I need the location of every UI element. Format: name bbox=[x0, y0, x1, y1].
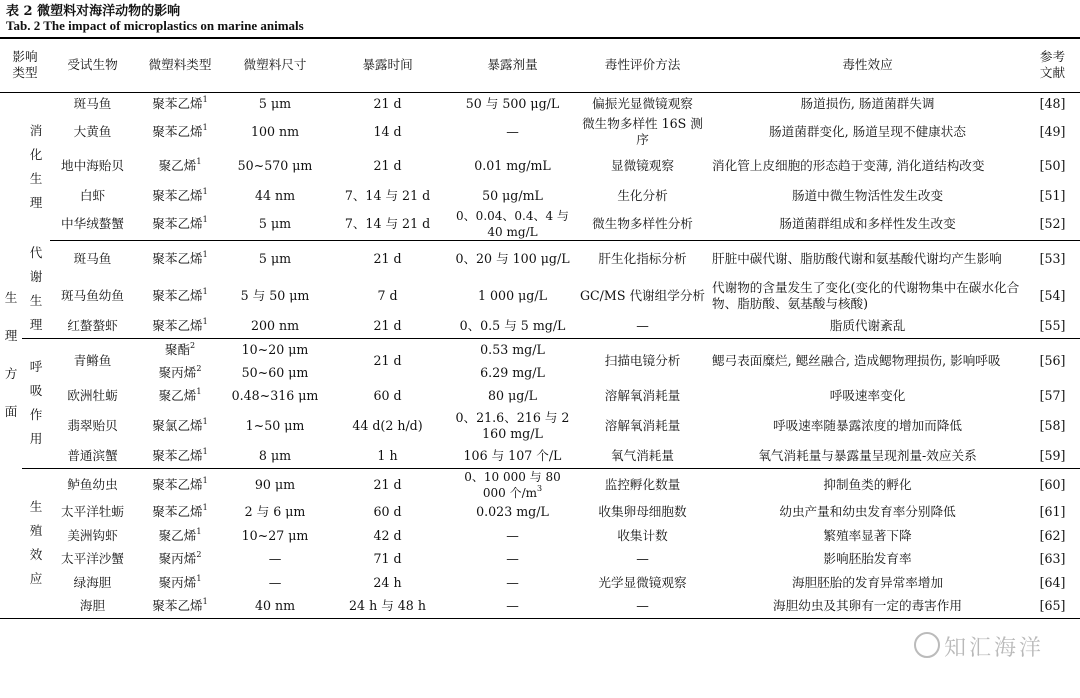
mp-size-cell: 50~570 μm bbox=[237, 158, 313, 173]
table-row bbox=[0, 384, 1080, 408]
organism-cell: 青鳉鱼 bbox=[73, 353, 112, 369]
mp-type-cell: 聚苯乙烯$^1$ bbox=[135, 445, 225, 469]
table-row bbox=[0, 241, 1080, 278]
organism-cell: 鲈鱼幼虫 bbox=[67, 476, 118, 492]
dose-cell: 80 μg/L bbox=[488, 387, 537, 403]
mp-type-cell: 聚苯乙烯$^1$ bbox=[152, 95, 208, 111]
effect-cell: 代谢物的含量发生了变化(变化的代谢物集中在碳水化合物、脂肪酸、氨基酸与核酸) bbox=[712, 280, 1020, 311]
reference-cell: [48] bbox=[1039, 96, 1066, 111]
table-row bbox=[0, 501, 1080, 525]
time-cell: 60 d bbox=[373, 387, 402, 403]
effect-cell: 肠道损伤, 肠道菌群失调 bbox=[800, 96, 935, 111]
mp-size-cell: 5 与 50 μm bbox=[240, 288, 310, 303]
reference-cell: [52] bbox=[1025, 208, 1080, 241]
time-cell: 7、14 与 21 d bbox=[344, 188, 431, 204]
time-cell: 71 d bbox=[373, 551, 402, 567]
time-cell: 24 h 与 48 h bbox=[325, 595, 450, 619]
dose-cell: 0、21.6、216 与 2 160 mg/L bbox=[455, 410, 570, 441]
mp-type-cell: 聚乙烯$^1$ bbox=[158, 157, 202, 173]
table-row bbox=[0, 148, 1080, 185]
header-mp-type: 微塑料类型 bbox=[148, 57, 212, 73]
microplastics-impact-table bbox=[0, 37, 1080, 619]
group-metabolism: 代谢生理 bbox=[22, 241, 50, 339]
table-row bbox=[0, 571, 1080, 595]
reference-cell: [60] bbox=[1039, 476, 1066, 492]
table-row bbox=[0, 338, 1080, 361]
effect-cell: 肠道菌群组成和多样性发生改变 bbox=[710, 208, 1025, 241]
watermark: 知汇海洋 bbox=[914, 631, 1080, 671]
mp-type-cell: 聚苯乙烯$^1$ bbox=[152, 187, 208, 204]
mp-size-cell: 40 nm bbox=[225, 595, 325, 619]
mp-type-cell: 聚酯$^2$ bbox=[164, 340, 196, 357]
time-cell: 21 d bbox=[325, 315, 450, 339]
effect-cell: 肝脏中碳代谢、脂肪酸代谢和氨基酸代谢均产生影响 bbox=[712, 251, 1002, 267]
effect-cell: 抑制鱼类的孵化 bbox=[823, 476, 912, 492]
mp-type-cell: 聚丙烯$^1$ bbox=[158, 573, 202, 590]
time-cell: 21 d bbox=[373, 476, 402, 492]
mp-size-cell: 5 μm bbox=[258, 96, 292, 111]
reference-cell: [53] bbox=[1039, 251, 1066, 267]
time-cell: 44 d(2 h/d) bbox=[352, 418, 423, 433]
mp-type-cell: 聚苯乙烯$^1$ bbox=[152, 287, 208, 303]
effect-cell: 肠道中微生物活性发生改变 bbox=[791, 188, 944, 204]
effect-cell: 脂质代谢紊乱 bbox=[710, 315, 1025, 339]
method-cell: 显微镜观察 bbox=[611, 158, 674, 173]
method-cell: — bbox=[575, 315, 710, 339]
time-cell: 21 d bbox=[373, 96, 402, 111]
time-cell: 42 d bbox=[373, 527, 402, 543]
time-cell: 21 d bbox=[373, 251, 402, 267]
mp-type-cell: 聚丙烯$^2$ bbox=[158, 363, 202, 380]
category-physiology: 生理方面 bbox=[0, 92, 22, 618]
table-row bbox=[0, 278, 1080, 315]
reference-cell: [61] bbox=[1039, 504, 1066, 520]
chat-bubble-icon bbox=[914, 632, 940, 658]
dose-cell: — bbox=[506, 574, 519, 590]
effect-cell: 幼虫产量和幼虫发育率分别降低 bbox=[779, 504, 956, 520]
table-caption-en: Tab. 2 The impact of microplastics on marine animals bbox=[6, 18, 304, 33]
reference-cell: [58] bbox=[1039, 418, 1066, 433]
method-cell: 光学显微镜观察 bbox=[598, 574, 687, 590]
dose-cell: — bbox=[506, 123, 519, 139]
dose-cell: 6.29 mg/L bbox=[480, 364, 545, 380]
mp-type-cell: 聚苯乙烯$^1$ bbox=[152, 475, 208, 492]
mp-type-cell: 聚丙烯$^2$ bbox=[158, 550, 202, 567]
mp-type-cell: 聚苯乙烯$^1$ bbox=[152, 122, 208, 139]
method-cell: 扫描电镜分析 bbox=[604, 353, 681, 369]
time-cell: 7、14 与 21 d bbox=[325, 208, 450, 241]
time-cell: 60 d bbox=[373, 504, 402, 520]
organism-cell: 美洲钩虾 bbox=[67, 527, 118, 543]
organism-cell: 绿海胆 bbox=[73, 574, 112, 590]
dose-cell: 0、10 000 与 80 000 个$/m^3$ bbox=[464, 469, 561, 500]
method-cell: 溶解氧消耗量 bbox=[604, 418, 681, 433]
dose-cell: 50 μg/mL bbox=[482, 188, 543, 204]
method-cell: 收集卵母细胞数 bbox=[598, 504, 687, 520]
effect-cell: 呼吸速率变化 bbox=[829, 387, 906, 403]
time-cell: 1 h bbox=[325, 445, 450, 469]
dose-cell: 0.53 mg/L bbox=[480, 341, 545, 357]
dose-cell: — bbox=[506, 527, 519, 543]
mp-size-cell: — bbox=[268, 551, 282, 567]
mp-size-cell: 5 μm bbox=[225, 208, 325, 241]
method-cell: 生化分析 bbox=[617, 188, 668, 204]
organism-cell: 地中海贻贝 bbox=[61, 158, 124, 173]
header-toxic-effect: 毒性效应 bbox=[842, 57, 893, 73]
header-exposure-time: 暴露时间 bbox=[362, 57, 413, 73]
organism-cell: 斑马鱼 bbox=[73, 251, 112, 267]
mp-size-cell: 10~27 μm bbox=[241, 527, 309, 543]
reference-cell: [51] bbox=[1039, 188, 1066, 204]
table-row bbox=[0, 548, 1080, 572]
time-cell: 7 d bbox=[377, 288, 398, 303]
mp-size-cell: 50~60 μm bbox=[241, 364, 309, 380]
organism-cell: 红螯螯虾 bbox=[50, 315, 135, 339]
effect-cell: 繁殖率显著下降 bbox=[823, 527, 912, 543]
method-cell: — bbox=[575, 595, 710, 619]
header-exposure-dose: 暴露剂量 bbox=[487, 57, 538, 73]
mp-size-cell: 0.48~316 μm bbox=[231, 387, 319, 403]
dose-cell: 50 与 500 μg/L bbox=[465, 96, 560, 111]
table-row bbox=[0, 595, 1080, 619]
mp-size-cell: 1~50 μm bbox=[245, 418, 305, 433]
effect-cell: 鳃弓表面糜烂, 鳃丝融合, 造成鳃物理损伤, 影响呼吸 bbox=[712, 353, 1001, 369]
header-organism: 受试生物 bbox=[67, 57, 118, 73]
mp-size-cell: 2 与 6 μm bbox=[244, 504, 306, 520]
effect-cell: 影响胚胎发育率 bbox=[823, 551, 912, 567]
organism-cell: 太平洋牡蛎 bbox=[61, 504, 124, 520]
group-reproduction: 生殖效应 bbox=[22, 468, 50, 618]
reference-cell: [64] bbox=[1039, 574, 1066, 590]
reference-cell: [49] bbox=[1039, 123, 1066, 139]
group-digestion: 消化生理 bbox=[29, 122, 43, 210]
mp-type-cell: 聚苯乙烯$^1$ bbox=[135, 595, 225, 619]
organism-cell: 欧洲牡蛎 bbox=[67, 387, 118, 403]
organism-cell: 翡翠贻贝 bbox=[67, 418, 118, 433]
mp-type-cell: 聚乙烯$^1$ bbox=[158, 526, 202, 543]
mp-size-cell: 8 μm bbox=[225, 445, 325, 469]
table-row bbox=[0, 408, 1080, 445]
organism-cell: 中华绒螯蟹 bbox=[50, 208, 135, 241]
method-cell: 微生物多样性分析 bbox=[575, 208, 710, 241]
method-cell: 微生物多样性 16S 测序 bbox=[582, 115, 703, 147]
table-row bbox=[0, 185, 1080, 209]
reference-cell: [56] bbox=[1039, 353, 1066, 369]
mp-type-cell: 聚氯乙烯$^1$ bbox=[152, 417, 208, 433]
reference-cell: [59] bbox=[1025, 445, 1080, 469]
table-row bbox=[0, 116, 1080, 148]
time-cell: 24 h bbox=[373, 574, 402, 590]
mp-size-cell: 90 μm bbox=[254, 476, 296, 492]
organism-cell: 海胆 bbox=[50, 595, 135, 619]
mp-size-cell: 44 nm bbox=[254, 188, 296, 204]
reference-cell: [50] bbox=[1039, 158, 1066, 173]
dose-cell: 1 000 μg/L bbox=[478, 288, 547, 303]
reference-cell: [55] bbox=[1025, 315, 1080, 339]
mp-size-cell: 5 μm bbox=[258, 251, 292, 267]
mp-type-cell: 聚苯乙烯$^1$ bbox=[152, 250, 208, 267]
table-row bbox=[0, 524, 1080, 548]
effect-cell: 海胆幼虫及其卵有一定的毒害作用 bbox=[710, 595, 1025, 619]
time-cell: 14 d bbox=[373, 123, 402, 139]
method-cell: 监控孵化数量 bbox=[604, 476, 681, 492]
reference-cell: [54] bbox=[1039, 288, 1066, 303]
table-caption-cn: 表 2 微塑料对海洋动物的影响 bbox=[6, 4, 181, 19]
method-cell: 肝生化指标分析 bbox=[598, 251, 687, 267]
header-reference: 参考文献 bbox=[1039, 49, 1066, 81]
dose-cell: 0.023 mg/L bbox=[476, 504, 549, 520]
reference-cell: [65] bbox=[1025, 595, 1080, 619]
table-row bbox=[0, 208, 1080, 241]
table-row bbox=[0, 315, 1080, 339]
method-cell: — bbox=[636, 551, 649, 567]
reference-cell: [57] bbox=[1039, 387, 1066, 403]
effect-cell: 氧气消耗量与暴露量呈现剂量-效应关系 bbox=[710, 445, 1025, 469]
mp-size-cell: 10~20 μm bbox=[241, 341, 309, 357]
dose-cell: — bbox=[506, 551, 519, 567]
method-cell: 溶解氧消耗量 bbox=[604, 387, 681, 403]
organism-cell: 白虾 bbox=[79, 188, 106, 204]
time-cell: 21 d bbox=[373, 353, 402, 369]
dose-cell: — bbox=[450, 595, 575, 619]
dose-cell: 0.01 mg/mL bbox=[474, 158, 551, 173]
header-impact-type: 影响类型 bbox=[12, 49, 38, 81]
dose-cell: 0、0.04、0.4、4 与 40 mg/L bbox=[450, 208, 575, 241]
mp-type-cell: 聚苯乙烯$^1$ bbox=[135, 315, 225, 339]
mp-type-cell: 聚苯乙烯$^1$ bbox=[152, 503, 208, 520]
effect-cell: 肠道菌群变化, 肠道呈现不健康状态 bbox=[769, 123, 966, 139]
header-row bbox=[0, 38, 1080, 92]
dose-cell: 0、20 与 100 μg/L bbox=[455, 251, 570, 267]
effect-cell: 消化管上皮细胞的形态趋于变薄, 消化道结构改变 bbox=[712, 158, 985, 173]
table-row bbox=[0, 468, 1080, 501]
reference-cell: [63] bbox=[1039, 551, 1066, 567]
method-cell: 收集计数 bbox=[617, 527, 668, 543]
time-cell: 21 d bbox=[373, 158, 402, 173]
method-cell: GC/MS 代谢组学分析 bbox=[579, 288, 706, 303]
dose-cell: 0、0.5 与 5 mg/L bbox=[450, 315, 575, 339]
header-eval-method: 毒性评价方法 bbox=[604, 57, 681, 73]
table-row bbox=[0, 445, 1080, 469]
group-respiration: 呼吸作用 bbox=[22, 338, 50, 468]
effect-cell: 呼吸速率随暴露浓度的增加而降低 bbox=[773, 418, 962, 433]
table-row bbox=[0, 92, 1080, 116]
mp-size-cell: — bbox=[268, 574, 282, 590]
effect-cell: 海胆胚胎的发育异常率增加 bbox=[791, 574, 944, 590]
reference-cell: [62] bbox=[1039, 527, 1066, 543]
mp-size-cell: 100 nm bbox=[250, 123, 300, 139]
header-mp-size: 微塑料尺寸 bbox=[243, 57, 307, 73]
organism-cell: 太平洋沙蟹 bbox=[61, 551, 124, 567]
mp-size-cell: 200 nm bbox=[225, 315, 325, 339]
organism-cell: 大黄鱼 bbox=[73, 123, 112, 139]
dose-cell: 106 与 107 个/L bbox=[450, 445, 575, 469]
organism-cell: 斑马鱼幼鱼 bbox=[61, 288, 124, 303]
organism-cell: 普通滨蟹 bbox=[50, 445, 135, 469]
method-cell: 偏振光显微镜观察 bbox=[592, 96, 693, 111]
mp-type-cell: 聚苯乙烯$^1$ bbox=[135, 208, 225, 241]
method-cell: 氧气消耗量 bbox=[575, 445, 710, 469]
mp-type-cell: 聚乙烯$^1$ bbox=[158, 386, 202, 403]
organism-cell: 斑马鱼 bbox=[73, 96, 112, 111]
